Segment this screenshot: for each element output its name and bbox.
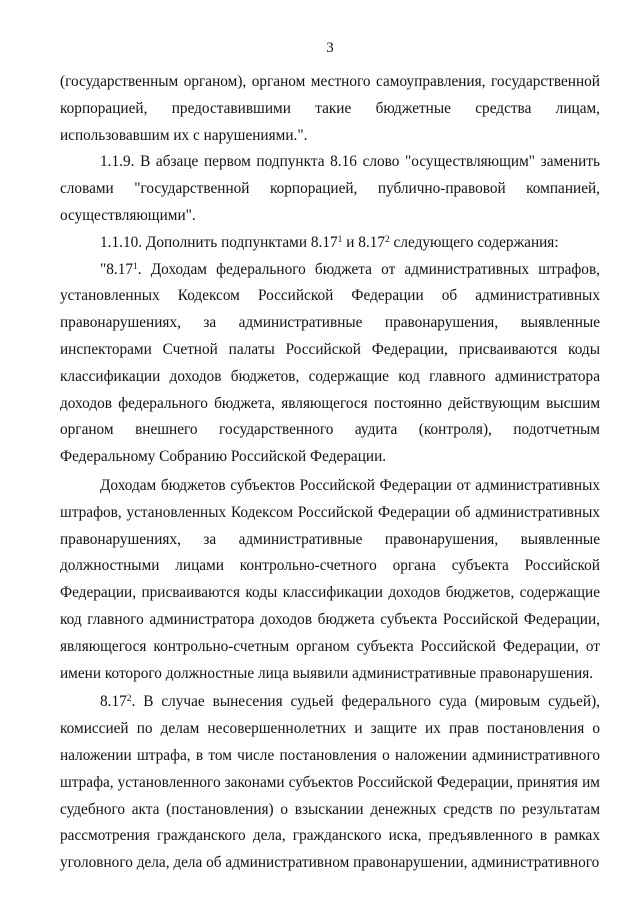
superscript: 2	[385, 234, 390, 245]
text-segment: следующего содержания:	[389, 233, 559, 251]
text-segment: 1.1.10. Дополнить подпунктами 8.17	[100, 233, 338, 251]
text-segment: и 8.17	[342, 233, 385, 251]
text-segment: . В случае вынесения судьей федерального суда (мировым судьей), комиссией по делам несовершеннолетних и защите их прав постановления о наложении штрафа, в том числе постановления о наложении административного штрафа, установленного законами субъектов Российской Федерации, принятия им судебного акта (постановления) о взыскании денежных средств по результатам рассмотрения гражданского дела, гражданского иска, предъявленного в рамках уголовного дела, дела об административном правонарушении, административного	[60, 693, 600, 872]
paragraph-continuation: (государственным органом), органом местного самоуправления, государственной корпорацией, предоставившими такие бюджетные средства лицам, использовавшим их с нарушениями.".	[60, 73, 600, 144]
text-segment: 8.17	[100, 693, 127, 711]
superscript: 1	[337, 234, 343, 245]
superscript: 2	[126, 694, 132, 705]
paragraph-8-17-2	[60, 689, 600, 877]
paragraph-regional-budgets: Доходам бюджетов субъектов Российской Федерации от административных штрафов, установленных Кодексом Российской Федерации об административных правонарушениях, за административные правонарушения, выявленные должностными лицами контрольно-счетного органа субъекта Российской Федерации, присваиваются коды классификации доходов бюджетов, содержащие код главного администратора доходов бюджета субъекта Российской Федерации, являющегося контрольно-счетным органом субъекта Российской Федерации, от имени которого должностные лица выявили административные правонарушения.	[60, 476, 600, 682]
page-number: 3	[326, 40, 334, 56]
text-segment: "8.17	[100, 260, 134, 278]
superscript: 1	[133, 261, 138, 272]
paragraph-1-1-10	[60, 230, 600, 257]
text-segment: . Доходам федерального бюджета от административных штрафов, установленных Кодексом Российской Федерации об административных правонарушениях, за административные правонарушения, выявленные инспекторами Счетной палаты Российской Федерации, присваиваются коды классификации доходов бюджетов, содержащие код главного администратора доходов федерального бюджета, являющегося постоянно действующим высшим органом внешнего государственного аудита (контроля), подотчетным Федеральному Собранию Российской Федерации.	[60, 260, 600, 466]
paragraph-8-17-1	[60, 257, 600, 471]
paragraph-1-1-9: 1.1.9. В абзаце первом подпункта 8.16 слово "осуществляющим" заменить словами "государственной корпорацией, публично-правовой компанией, осуществляющими".	[60, 153, 600, 224]
